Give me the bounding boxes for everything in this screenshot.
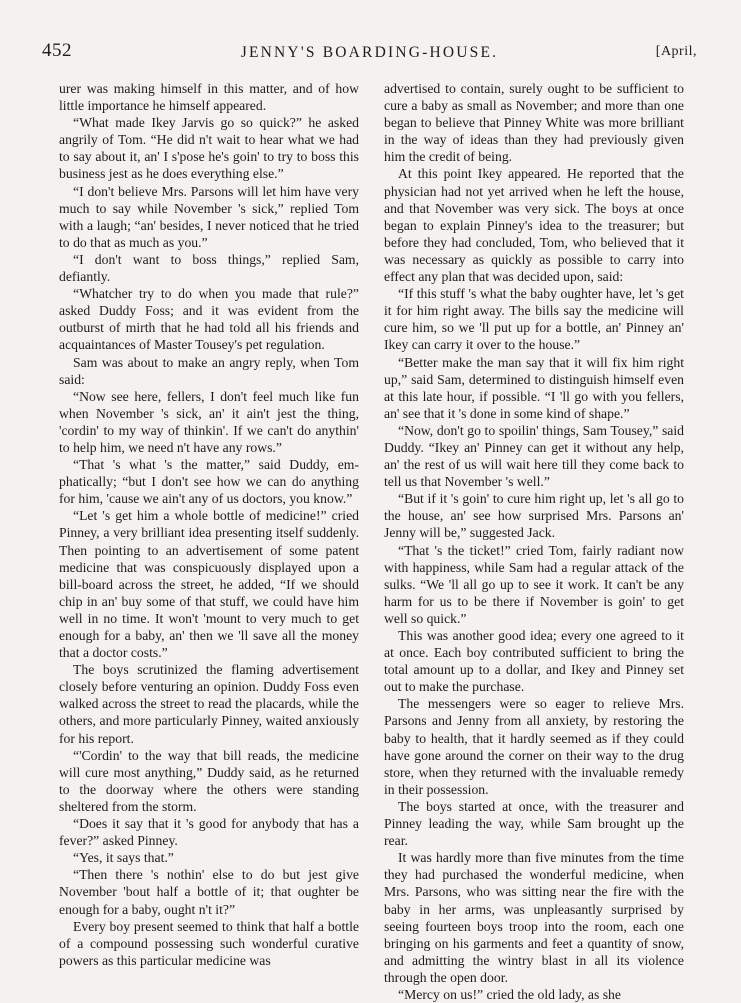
paragraph: The boys started at once, with the treasurer and Pinney leading the way, while Sam brought up the rear. [384, 798, 684, 849]
paragraph: “What made Ikey Jarvis go so quick?” he asked angrily of Tom. “He did n't wait to hear what we had to say about it, an' I s'pose he's goin' to try to boss this business jest as he does everything else.” [59, 115, 359, 182]
paragraph: “Mercy on us!” cried the old lady, as she [398, 986, 621, 1002]
paragraph: “Whatcher try to do when you made that rule?” asked Duddy Foss; and it was evident from the outburst of mirth that he had told all his friends and acquaintances of Master Tousey's pet regulation. [59, 286, 359, 353]
paragraph: “That 's the ticket!” cried Tom, fairly radiant now with happiness, while Sam had a regular attack of the sulks. “We 'll all go up to see it work. It can't be any harm for us to be there if November is goin' to get well so quick.” [384, 542, 684, 626]
page-number: 452 [42, 40, 72, 61]
paragraph: The messengers were so eager to relieve Mrs. Parsons and Jenny from all anxiety, by restoring the baby to health, that it hardly seemed as if they could have gone around the corner on their way to the drug store, when they returned with the invaluable remedy in their possession. [384, 696, 684, 797]
paragraph: “Now see here, fellers, I don't feel much like fun when November 's sick, an' it ain't jest the thing, 'cordin' to my way of thinkin'. If we can't do anythin' to help him, we need n't have any rows.” [59, 388, 359, 455]
paragraph: “Does it say that it 's good for anybody that has a fever?” asked Pinney. [59, 816, 359, 849]
paragraph: “Better make the man say that it will fix him right up,” said Sam, determined to distinguish himself even at this late hour, if possible. “I 'll go with you fellers, an' see that it 's done in some kind of shape.” [384, 354, 684, 421]
paragraph: “But if it 's goin' to cure him right up, let 's all go to the house, an' see how surprised Mrs. Parsons an' Jenny will be,” suggested Jack. [384, 491, 684, 541]
paragraph: urer was making himself in this matter, and of how little importance he himself appeared. [59, 81, 359, 114]
paragraph: “Yes, it says that.” [73, 850, 174, 866]
paragraph: This was another good idea; every one agreed to it at once. Each boy contributed sufficient to bring the total amount up to a dollar, and Ikey and Pinney set out to make the purchase. [384, 628, 684, 695]
paragraph: “Let 's get him a whole bottle of medicine!” cried Pinney, a very brilliant idea presenting itself suddenly. Then pointing to an advertisement of some patent medicine that was conspicuously displayed upon a bill-board across the street, he added, “If we should chip in an' buy some of that stuff, we could have him well in no time. It won't 'mount to very much to get enough for a baby, an' then we 'll save all the money that a doctor costs.” [59, 508, 359, 661]
running-title: JENNY'S BOARDING-HOUSE. [240, 44, 499, 61]
right-column [384, 80, 684, 1003]
paragraph: “I don't believe Mrs. Parsons will let him have very much to say while November 's sick,” replied Tom with a laugh; “an' besides, I never noticed that he tried to do that as much as you.” [59, 183, 359, 250]
paragraph: “Now, don't go to spoilin' things, Sam Tousey,” said Duddy. “Ikey an' Pinney can get it without any help, an' the rest of us will wait here till they come back to tell us that November 's well.” [384, 422, 684, 490]
issue-month: [April, [655, 44, 697, 59]
paragraph: “If this stuff 's what the baby oughter have, let 's get it for him right away. The bills say the medicine will cure him, so we 'll put up for a bottle, an' Pinney an' Ikey can carry it over to the house.” [384, 286, 684, 353]
paragraph: It was hardly more than five minutes from the time they had purchased the wonderful medicine, when Mrs. Parsons, who was sitting near the fire with the baby in her arms, was unpleasantly surprised by seeing fourteen boys troop into the room, each one bringing on his garments and feet a quantity of snow, and admitting the wintry blast in all its violence through the open door. [384, 850, 684, 985]
left-column [59, 80, 359, 969]
paragraph: advertised to contain, surely ought to be sufficient to cure a baby as small as November; and more than one began to believe that Pinney White was more brilliant in the way of ideas than they had previously given him the credit of being. [384, 81, 684, 165]
paragraph: The boys scrutinized the flaming advertisement closely before venturing an opinion. Duddy Foss even walked across the street to read the placards, while the others, and more particularly Pinney, waited anxiously for his report. [59, 662, 359, 746]
paragraph: Every boy present seemed to think that half a bottle of a compound possessing such wonderful curative powers as this particular medicine was [59, 918, 359, 968]
paragraph: “That 's what 's the matter,” said Duddy, emphatically; “but I don't see how we can do anything for him, 'cause we ain't any of us doctors, you know.” [59, 457, 359, 507]
page-header [42, 40, 697, 66]
paragraph: “I don't want to boss things,” replied Sam, defiantly. [59, 251, 359, 285]
paragraph: Sam was about to make an angry reply, when Tom said: [59, 354, 359, 387]
paragraph: At this point Ikey appeared. He reported that the physician had not yet arrived when he left the house, and that November was very sick. The boys at once began to explain Pinney's idea to the treasurer; but before they had concluded, Tom, who believed that it was necessary as quickly as possible to carry into effect any plan that was decided upon, said: [384, 166, 684, 285]
paragraph: “Then there 's nothin' else to do but jest give November 'bout half a bottle of it; that oughter be enough for a baby, ought n't it?” [59, 867, 359, 917]
paragraph: “'Cordin' to the way that bill reads, the medicine will cure most anything,” Duddy said, as he returned to the doorway where the others were standing sheltered from the storm. [59, 747, 359, 814]
